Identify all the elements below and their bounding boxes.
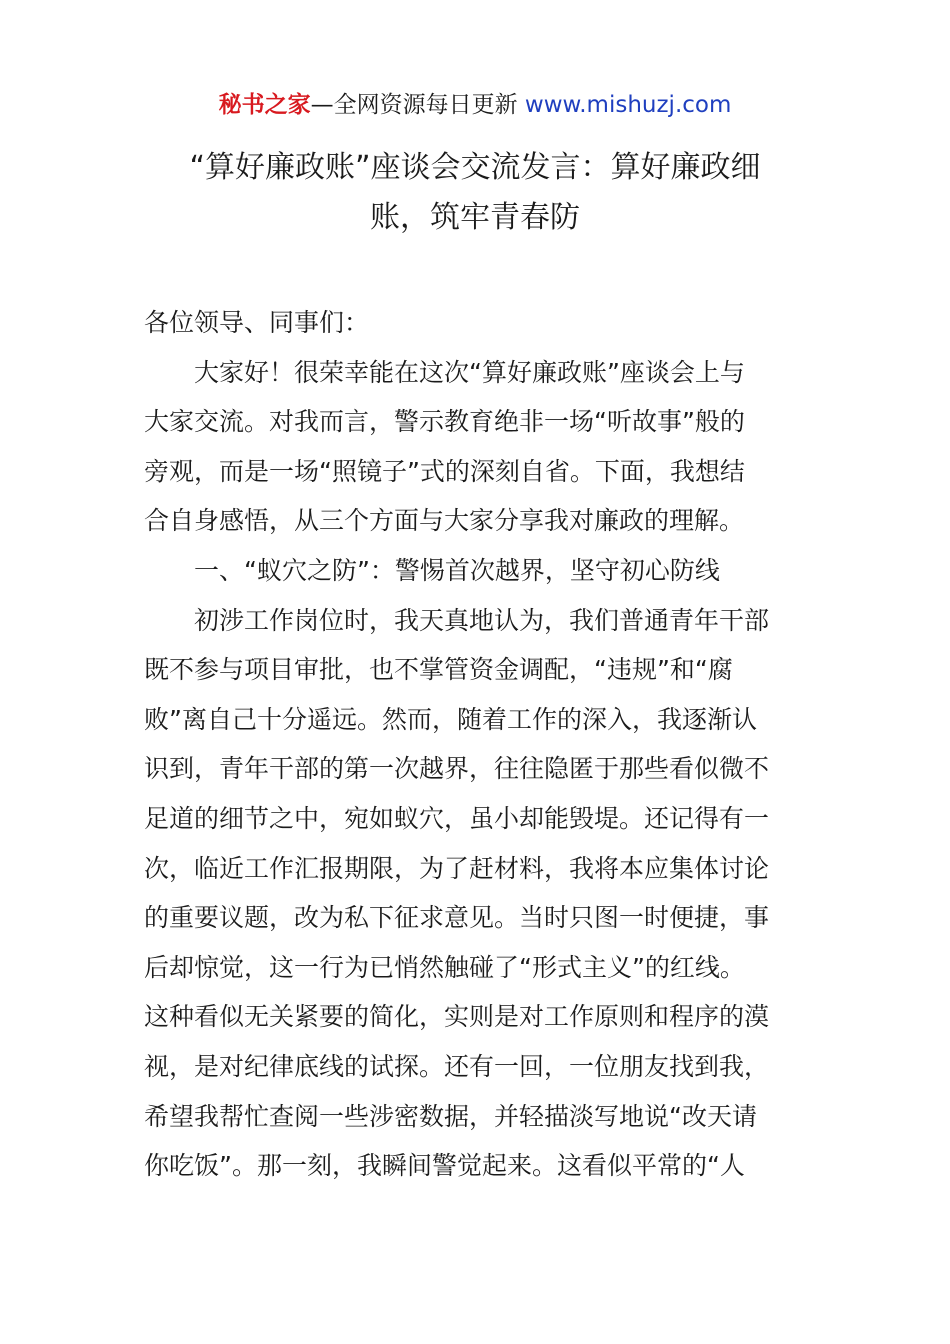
paragraph-line: 后却惊觉，这一行为已悄然触碰了“形式主义”的红线。 [144,952,745,982]
header-slogan: —全网资源每日更新 [310,92,525,118]
salutation: 各位领导、同事们： [144,308,370,337]
paragraph-line: 初涉工作岗位时，我天真地认为，我们普通青年干部 [194,605,770,635]
brand-name: 秘书之家 [218,92,311,118]
paragraph-line: 识到，青年干部的第一次越界，往往隐匿于那些看似微不 [144,754,770,784]
title-line-2: 账，筑牢青春防 [370,200,580,235]
website-link[interactable]: www.mishuzj.com [524,92,732,118]
paragraph-line: 次，临近工作汇报期限，为了赶材料，我将本应集体讨论 [144,853,770,883]
paragraph-line: 这种看似无关紧要的简化，实则是对工作原则和程序的漠 [144,1002,770,1032]
paragraph-line: 视，是对纪律底线的试探。还有一回，一位朋友找到我， [144,1051,770,1081]
paragraph-line: 大家交流。对我而言，警示教育绝非一场“听故事”般的 [144,407,745,437]
document-title [140,143,810,243]
paragraph-line: 的重要议题，改为私下征求意见。当时只图一时便捷，事 [144,903,770,933]
site-header [0,88,950,122]
paragraph-line: 合自身感悟，从三个方面与大家分享我对廉政的理解。 [144,506,745,536]
paragraph-line: 旁观，而是一场“照镜子”式的深刻自省。下面，我想结 [144,456,745,486]
document-body [144,298,814,1191]
title-line-1: “算好廉政账”座谈会交流发言：算好廉政细 [189,150,761,185]
paragraph-line: 你吃饭”。那一刻，我瞬间警觉起来。这看似平常的“人 [144,1151,745,1181]
paragraph-line: 既不参与项目审批，也不掌管资金调配，“违规”和“腐 [144,655,733,685]
paragraph-line: 大家好！很荣幸能在这次“算好廉政账”座谈会上与 [194,357,745,387]
paragraph-line: 希望我帮忙查阅一些涉密数据，并轻描淡写地说“改天请 [144,1101,757,1131]
paragraph-line: 足道的细节之中，宛如蚁穴，虽小却能毁堤。还记得有一 [144,803,770,833]
section-heading: 一、“蚁穴之防”：警惕首次越界，坚守初心防线 [194,555,720,585]
paragraph-line: 败”离自己十分遥远。然而，随着工作的深入，我逐渐认 [144,704,757,734]
